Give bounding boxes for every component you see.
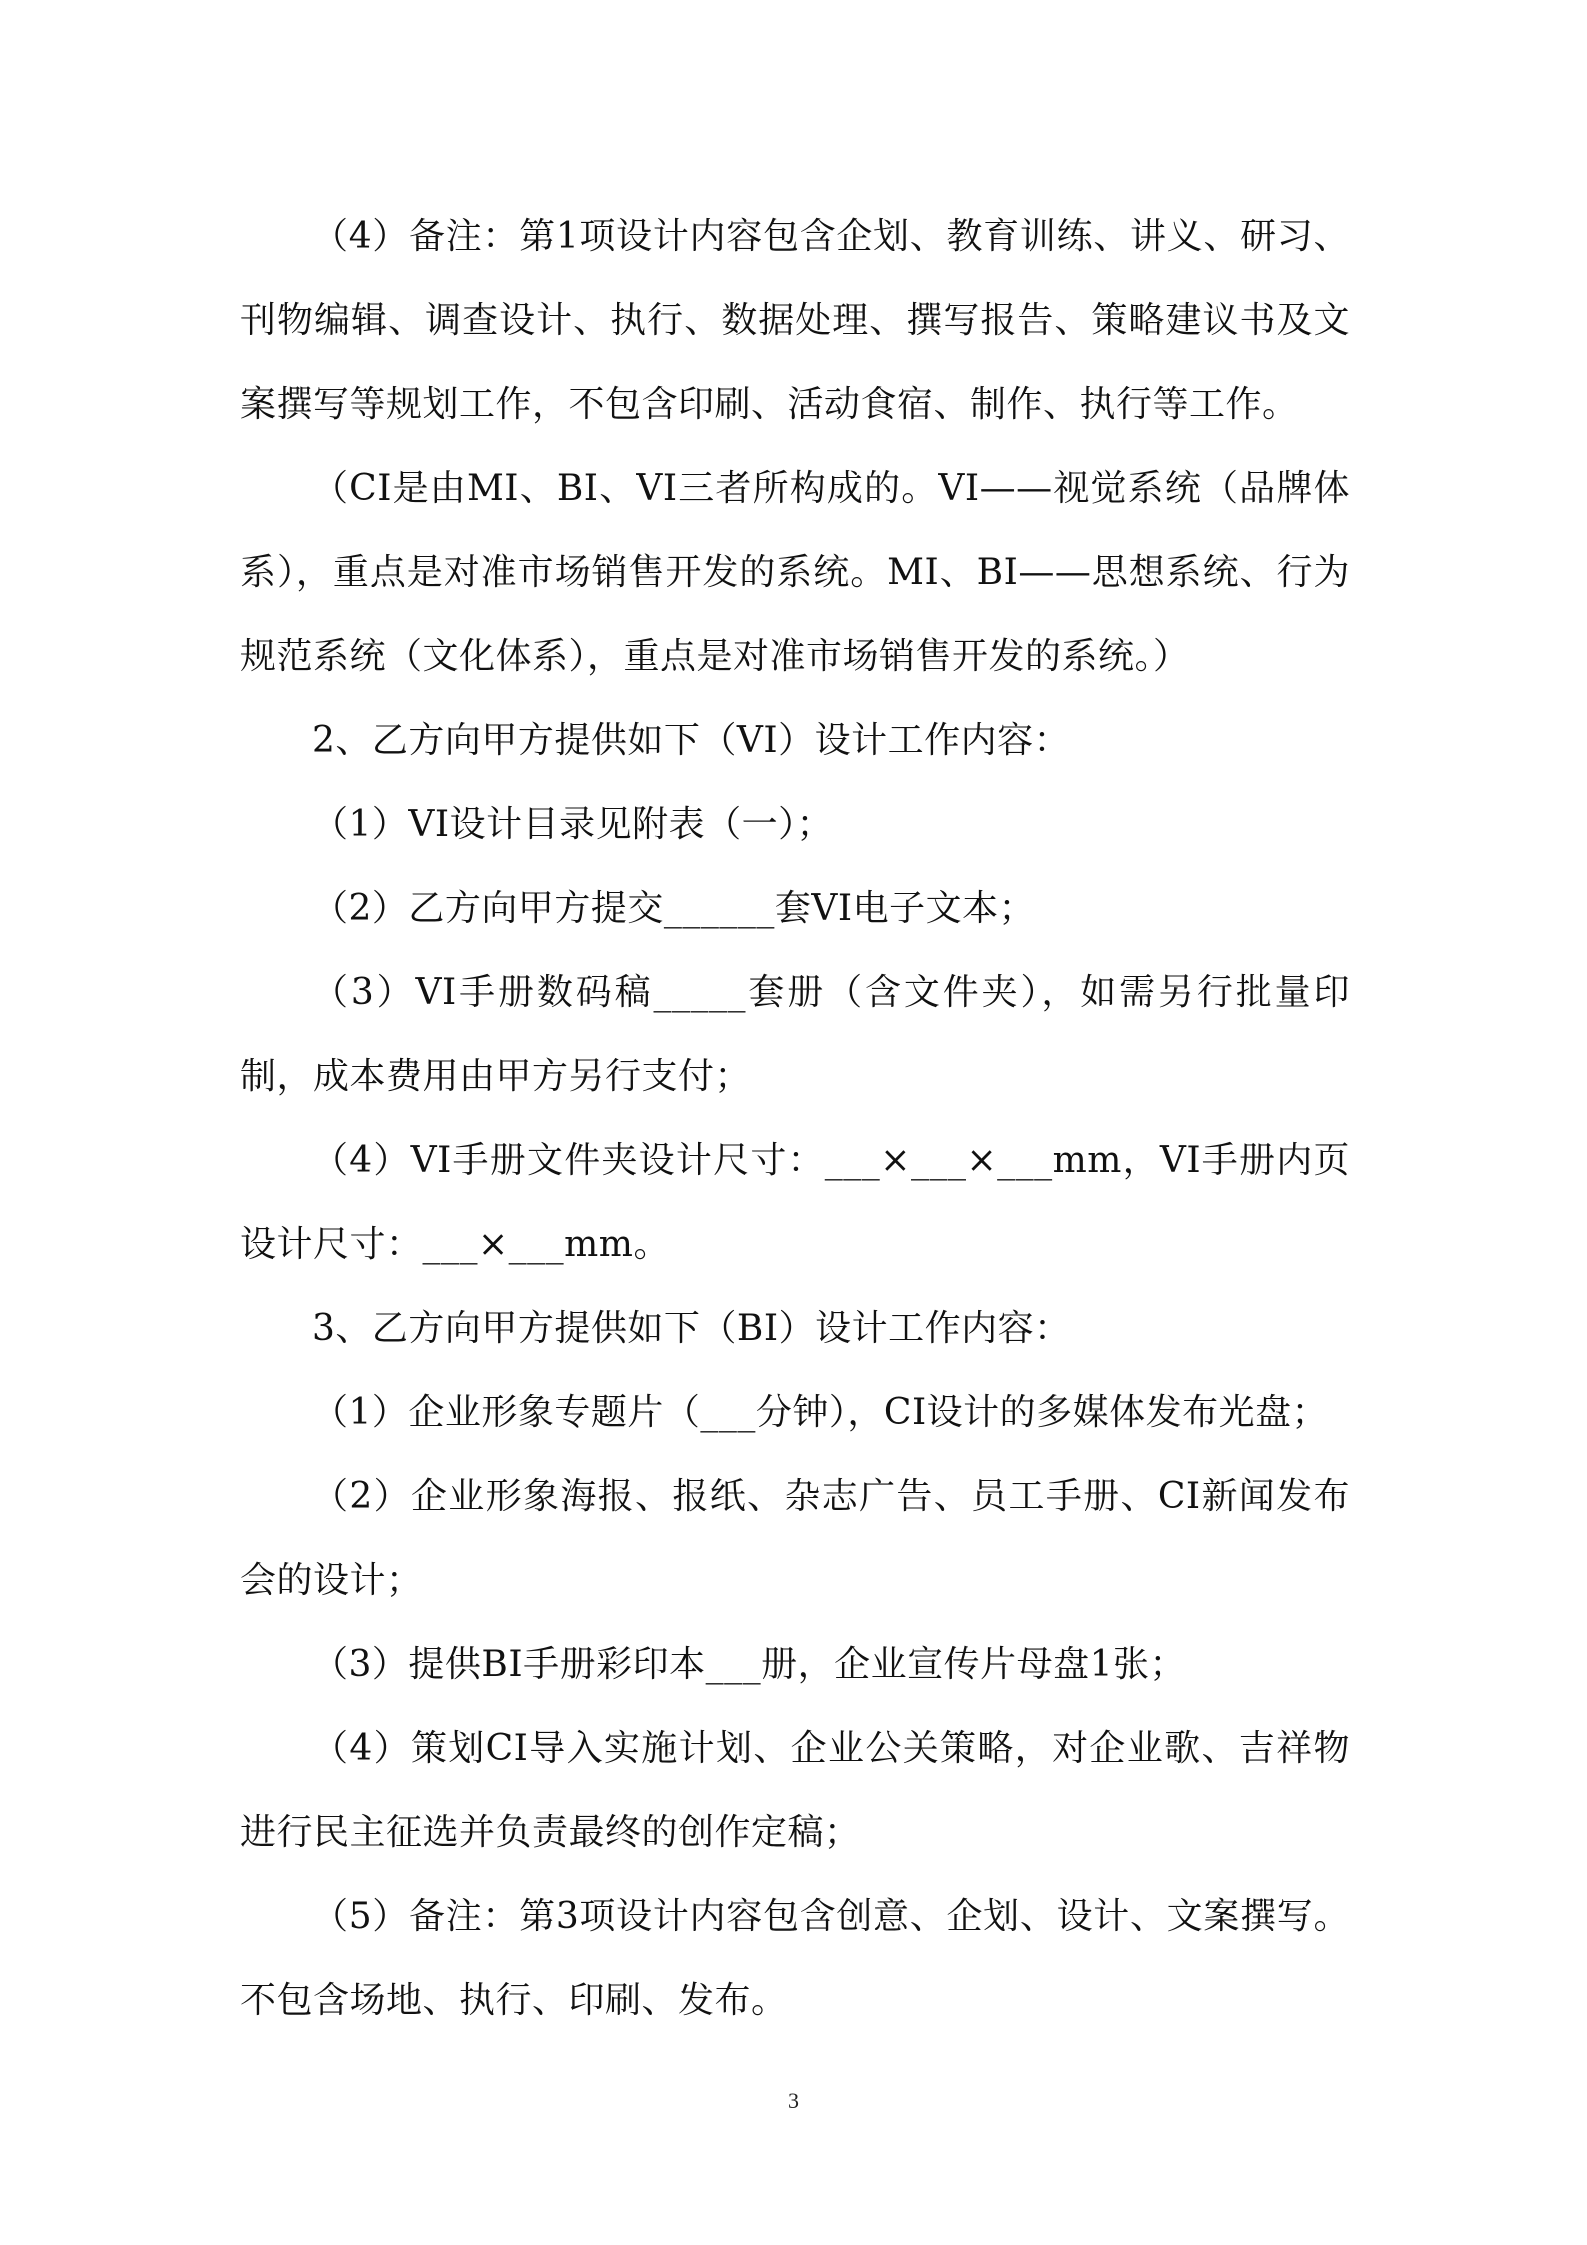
paragraph-ci-definition: （CI是由MI、BI、VI三者所构成的。VI——视觉系统（品牌体系），重点是对准市场销售开发的系统。MI、BI——思想系统、行为规范系统（文化体系），重点是对准市场销售开发的系统。） [240,468,1350,677]
paragraph-bi-1: （1）企业形象专题片（___分钟），CI设计的多媒体发布光盘； [312,1392,1329,1433]
paragraph-vi-3: （3）VI手册数码稿_____套册（含文件夹），如需另行批量印制，成本费用由甲方另行支付； [240,972,1350,1097]
paragraph-vi-2: （2）乙方向甲方提交______套VI电子文本； [312,888,1036,929]
paragraph-vi-heading: 2、乙方向甲方提供如下（VI）设计工作内容： [312,720,1071,761]
paragraph-bi-heading: 3、乙方向甲方提供如下（BI）设计工作内容： [312,1308,1071,1349]
document-body [240,195,1350,2043]
paragraph-vi-1: （1）VI设计目录见附表（一）； [312,804,834,845]
paragraph-bi-2: （2）企业形象海报、报纸、杂志广告、员工手册、CI新闻发布会的设计； [240,1476,1350,1601]
paragraph-bi-4: （4）策划CI导入实施计划、企业公关策略，对企业歌、吉祥物进行民主征选并负责最终的创作定稿； [240,1728,1350,1853]
page-number: 3 [788,2088,799,2113]
paragraph-note-item1: （4）备注：第1项设计内容包含企划、教育训练、讲义、研习、刊物编辑、调查设计、执行、数据处理、撰写报告、策略建议书及文案撰写等规划工作，不包含印刷、活动食宿、制作、执行等工作。 [240,216,1350,425]
paragraph-vi-4: （4）VI手册文件夹设计尺寸：___×___×___mm，VI手册内页设计尺寸：___×___mm。 [240,1140,1350,1265]
paragraph-bi-3: （3）提供BI手册彩印本___册，企业宣传片母盘1张； [312,1644,1186,1685]
paragraph-bi-5: （5）备注：第3项设计内容包含创意、企划、设计、文案撰写。不包含场地、执行、印刷、发布。 [240,1896,1350,2021]
